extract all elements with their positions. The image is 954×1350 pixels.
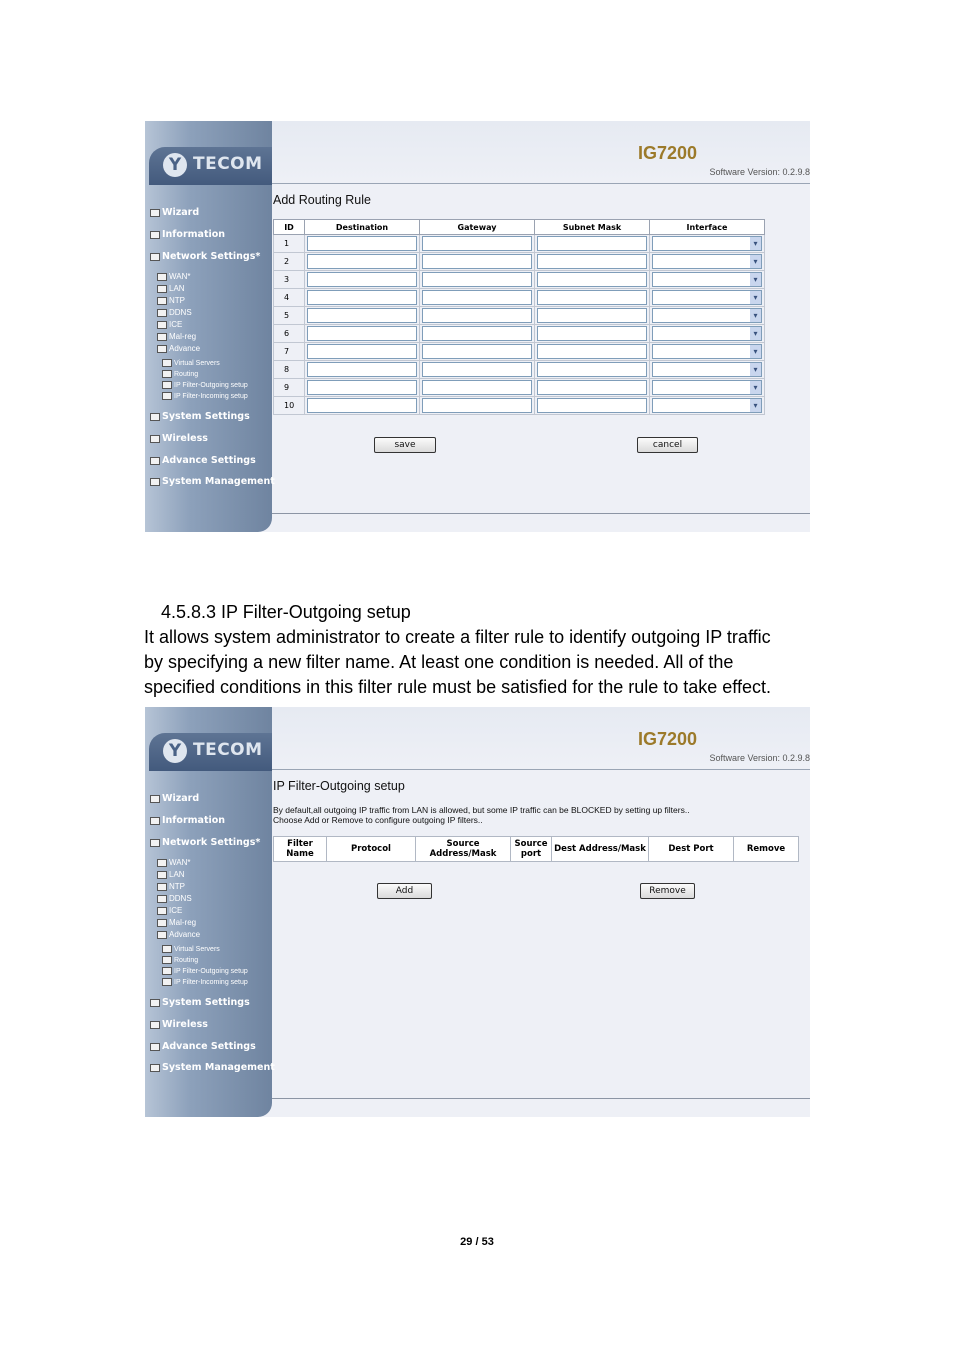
nav-item-label: System Settings [162,997,250,1008]
destination-input[interactable] [307,344,417,359]
destination-input[interactable] [307,290,417,305]
subnav-item-label: ICE [169,906,183,915]
col-header-source-address-line-2: Address/Mask [429,849,497,859]
gateway-input[interactable] [422,344,532,359]
cancel-button[interactable]: cancel [637,437,698,453]
header-band [272,707,810,770]
interface-select[interactable] [652,236,762,251]
subnav-item-label: NTP [169,882,185,891]
destination-input[interactable] [307,308,417,323]
table-cell [420,361,535,379]
subnav-item[interactable] [157,906,182,915]
section-heading: 4.5.8.3 IP Filter-Outgoing setup [161,602,411,622]
interface-select[interactable] [652,380,762,395]
col-header-dest-port-label: Dest Port [668,844,714,854]
product-name: IG7200 [638,143,698,163]
sidebar [145,121,275,532]
subnav-item[interactable] [157,272,190,281]
table-cell [650,235,765,253]
col-header-destination: Destination [305,220,420,235]
tecom-logo-icon: Y [163,739,187,763]
chevron-down-icon[interactable]: ▾ [750,237,761,250]
nav-item[interactable] [150,433,208,444]
chevron-down-icon[interactable]: ▾ [750,273,761,286]
table-cell [305,361,420,379]
save-button[interactable]: save [374,437,436,453]
subnav-item-label: Advance [169,344,201,353]
folder-icon [157,321,167,329]
subnav-item[interactable] [157,894,192,903]
col-header-dest-port [649,837,734,862]
routing-table [273,219,765,415]
subnav-item[interactable] [157,918,196,927]
nav-item[interactable] [150,837,260,848]
col-header-source-port [511,837,552,862]
col-header-gateway: Gateway [420,220,535,235]
table-cell [420,379,535,397]
table-cell [305,325,420,343]
chevron-down-icon[interactable]: ▾ [750,327,761,340]
col-header-source-address [416,837,511,862]
table-cell [650,379,765,397]
subnet-mask-input[interactable] [537,308,647,323]
nav-item[interactable] [150,207,199,218]
folder-icon [150,253,160,261]
subnav-item[interactable] [157,930,200,939]
subsubnav-item[interactable] [162,359,220,367]
header-band [272,121,810,184]
col-header-source-port-line-1: Source [514,839,548,849]
nav-item-label: System Settings [162,411,250,422]
folder-icon [150,231,160,239]
page-number: 29 / 53 [460,1236,494,1248]
row-id: 3 [274,271,305,289]
table-cell [305,289,420,307]
table-cell [650,397,765,415]
table-row [274,397,765,415]
table-cell [305,379,420,397]
folder-icon [150,457,160,465]
table-cell [535,325,650,343]
subnet-mask-input[interactable] [537,272,647,287]
col-header-dest-address-label: Dest Address/Mask [554,844,646,854]
nav-item[interactable] [150,476,275,487]
table-cell [305,307,420,325]
row-id: 9 [274,379,305,397]
folder-icon [157,859,167,867]
col-header-interface: Interface [650,220,765,235]
nav-item-label: Information [162,815,226,826]
table-cell [420,271,535,289]
row-id: 5 [274,307,305,325]
destination-input[interactable] [307,362,417,377]
folder-icon [150,999,160,1007]
col-header-filter-name-line-1: Filter [287,839,313,849]
folder-icon [157,931,167,939]
table-row [274,253,765,271]
interface-select[interactable] [652,362,762,377]
table-row [274,289,765,307]
product-name: IG7200 [638,729,698,749]
section-body-line-2: by specifying a new filter name. At least one condition is needed. All of the [144,652,734,672]
interface-select[interactable] [652,272,762,287]
folder-icon [162,359,172,367]
table-header-row [274,837,799,862]
table-cell [535,307,650,325]
nav-item[interactable] [150,229,225,240]
row-id: 1 [274,235,305,253]
description-line-2: Choose Add or Remove to configure outgoing IP filters.. [273,815,483,825]
chevron-down-icon[interactable]: ▾ [750,363,761,376]
nav-item-label: Wizard [162,793,200,804]
interface-select[interactable] [652,398,762,413]
interface-select[interactable] [652,290,762,305]
nav-item[interactable] [150,1062,275,1073]
nav-item[interactable] [150,411,250,422]
folder-icon [157,883,167,891]
subnav-item[interactable] [157,344,200,353]
subsubnav-item[interactable] [162,956,198,964]
folder-icon [157,895,167,903]
gateway-input[interactable] [422,380,532,395]
remove-button[interactable]: Remove [640,883,695,899]
footer-divider [272,1098,810,1099]
interface-select[interactable] [652,308,762,323]
table-row [274,379,765,397]
folder-icon [150,1021,160,1029]
software-version: Software Version: 0.2.9.8 [709,753,810,763]
subnet-mask-input[interactable] [537,326,647,341]
nav-item-label: Information [162,229,226,240]
table-row [274,271,765,289]
table-cell [420,397,535,415]
folder-icon [162,945,172,953]
subnav-item-label: WAN* [169,272,191,281]
subsubnav-item-label: Virtual Servers [174,945,220,953]
col-header-protocol-label: Protocol [351,844,391,854]
folder-icon [157,273,167,281]
subnet-mask-input[interactable] [537,344,647,359]
destination-input[interactable] [307,272,417,287]
row-id: 6 [274,325,305,343]
gateway-input[interactable] [422,254,532,269]
folder-icon [150,413,160,421]
nav-item[interactable] [150,793,199,804]
folder-icon [157,871,167,879]
nav-item-label: Advance Settings [162,455,256,466]
chevron-down-icon[interactable]: ▾ [750,381,761,394]
chevron-down-icon[interactable]: ▾ [750,399,761,412]
interface-select[interactable] [652,344,762,359]
row-id: 2 [274,253,305,271]
table-cell [650,343,765,361]
table-cell [420,289,535,307]
gateway-input[interactable] [422,290,532,305]
nav-item-label: Network Settings* [162,251,261,262]
table-row [274,361,765,379]
col-header-id: ID [274,220,305,235]
destination-input[interactable] [307,326,417,341]
folder-icon [162,370,172,378]
table-cell [305,397,420,415]
nav-item[interactable] [150,455,256,466]
nav-item[interactable] [150,997,250,1008]
subsubnav-item[interactable] [162,392,248,400]
folder-icon [157,345,167,353]
subsubnav-item-label: IP Filter-Incoming setup [174,978,248,986]
table-cell [535,289,650,307]
table-cell [305,271,420,289]
nav-item-label: Network Settings* [162,837,261,848]
table-cell [650,253,765,271]
ip-filter-outgoing-screenshot [145,707,810,1117]
footer-divider [272,513,810,514]
table-cell [535,343,650,361]
routing-rule-screenshot [145,121,810,532]
nav-item-label: Wizard [162,207,200,218]
subnet-mask-input[interactable] [537,380,647,395]
table-cell [535,235,650,253]
table-cell [535,397,650,415]
table-cell [650,325,765,343]
nav-item[interactable] [150,815,225,826]
subsubnav-item[interactable] [162,370,198,378]
subsubnav-item[interactable] [162,945,220,953]
destination-input[interactable] [307,380,417,395]
folder-icon [150,1064,160,1072]
subsubnav-item-label: IP Filter-Outgoing setup [174,967,248,975]
table-cell [305,253,420,271]
col-header-dest-address [552,837,649,862]
section-body-line-1: It allows system administrator to create a filter rule to identify outgoing IP traffic [144,627,771,647]
folder-icon [162,381,172,389]
sidebar [145,707,275,1117]
table-cell [650,307,765,325]
table-cell [535,361,650,379]
row-id: 8 [274,361,305,379]
folder-icon [150,817,160,825]
col-header-subnet-mask: Subnet Mask [535,220,650,235]
nav-item-label: Advance Settings [162,1041,256,1052]
gateway-input[interactable] [422,308,532,323]
interface-select[interactable] [652,254,762,269]
subsubnav-item[interactable] [162,381,248,389]
gateway-input[interactable] [422,398,532,413]
subnav-item-label: Mal-reg [169,918,197,927]
subsubnav-item-label: Virtual Servers [174,359,220,367]
table-cell [535,271,650,289]
folder-icon [150,795,160,803]
nav-item-label: Wireless [162,433,208,444]
folder-icon [150,435,160,443]
subnav-item-label: WAN* [169,858,191,867]
gateway-input[interactable] [422,236,532,251]
subsubnav-item-label: Routing [174,370,199,378]
subsubnav-item-label: IP Filter-Outgoing setup [174,381,248,389]
subnav-item-label: DDNS [169,894,192,903]
subnav-item-label: Advance [169,930,201,939]
subnav-item-label: DDNS [169,308,192,317]
nav-item[interactable] [150,251,260,262]
folder-icon [162,392,172,400]
subnav-item[interactable] [157,296,185,305]
subsubnav-item-label: Routing [174,956,199,964]
folder-icon [157,907,167,915]
table-row [274,235,765,253]
add-button[interactable]: Add [377,883,432,899]
brand-name: TECOM [193,740,263,760]
description-line-1: By default,all outgoing IP traffic from LAN is allowed, but some IP traffic can be BLOCKED by setting up filters.. [273,805,690,815]
col-header-source-port-line-2: port [520,849,542,859]
table-cell [535,253,650,271]
filter-table [273,836,799,862]
destination-input[interactable] [307,236,417,251]
gateway-input[interactable] [422,326,532,341]
chevron-down-icon[interactable]: ▾ [750,345,761,358]
table-cell [650,361,765,379]
table-cell [420,235,535,253]
destination-input[interactable] [307,254,417,269]
subnet-mask-input[interactable] [537,254,647,269]
tecom-logo [163,152,273,180]
table-cell [420,307,535,325]
col-header-remove [734,837,799,862]
interface-select[interactable] [652,326,762,341]
col-header-remove-label: Remove [746,844,786,854]
nav-item-label: System Management [162,476,275,487]
folder-icon [157,297,167,305]
nav-item[interactable] [150,1019,208,1030]
folder-icon [162,956,172,964]
subnav-item[interactable] [157,870,185,879]
folder-icon [157,285,167,293]
chevron-down-icon[interactable]: ▾ [750,309,761,322]
subsubnav-item[interactable] [162,967,248,975]
subnet-mask-input[interactable] [537,362,647,377]
row-id: 7 [274,343,305,361]
table-cell [305,343,420,361]
subsubnav-item[interactable] [162,978,248,986]
subnav-item-label: Mal-reg [169,332,197,341]
table-row [274,343,765,361]
folder-icon [150,209,160,217]
table-cell [420,253,535,271]
folder-icon [157,919,167,927]
subsubnav-item-label: IP Filter-Incoming setup [174,392,248,400]
subnav-item[interactable] [157,308,192,317]
page-title: Add Routing Rule [273,193,371,207]
chevron-down-icon[interactable]: ▾ [750,291,761,304]
page-title: IP Filter-Outgoing setup [273,779,405,793]
subnav-item[interactable] [157,320,182,329]
folder-icon [150,478,160,486]
folder-icon [162,978,172,986]
table-cell [650,271,765,289]
folder-icon [150,1043,160,1051]
nav-item-label: System Management [162,1062,275,1073]
table-row [274,307,765,325]
subnav-item[interactable] [157,882,185,891]
subnet-mask-input[interactable] [537,398,647,413]
subnav-item-label: LAN [169,284,185,293]
tecom-logo [163,738,273,766]
subnav-item-label: NTP [169,296,185,305]
chevron-down-icon[interactable]: ▾ [750,255,761,268]
gateway-input[interactable] [422,272,532,287]
tecom-logo-icon: Y [163,153,187,177]
software-version: Software Version: 0.2.9.8 [709,167,810,177]
table-cell [305,235,420,253]
subnet-mask-input[interactable] [537,236,647,251]
subnav-item-label: ICE [169,320,183,329]
brand-name: TECOM [193,154,263,174]
table-cell [420,325,535,343]
folder-icon [157,309,167,317]
description [273,805,690,825]
row-id: 10 [274,397,305,415]
table-row [274,325,765,343]
gateway-input[interactable] [422,362,532,377]
table-cell [420,343,535,361]
col-header-filter-name [274,837,327,862]
table-cell [535,379,650,397]
subnav-item[interactable] [157,284,185,293]
col-header-filter-name-line-2: Name [286,849,314,859]
destination-input[interactable] [307,398,417,413]
nav-item-label: Wireless [162,1019,208,1030]
section-body-line-3: specified conditions in this filter rule must be satisfied for the rule to take effect. [144,677,771,697]
col-header-source-address-line-1: Source [446,839,480,849]
table-cell [650,289,765,307]
subnav-item-label: LAN [169,870,185,879]
row-id: 4 [274,289,305,307]
subnav-item[interactable] [157,858,190,867]
subnav-item[interactable] [157,332,196,341]
folder-icon [157,333,167,341]
folder-icon [162,967,172,975]
folder-icon [150,839,160,847]
subnet-mask-input[interactable] [537,290,647,305]
table-header-row [274,220,765,235]
col-header-protocol [327,837,416,862]
nav-item[interactable] [150,1041,256,1052]
